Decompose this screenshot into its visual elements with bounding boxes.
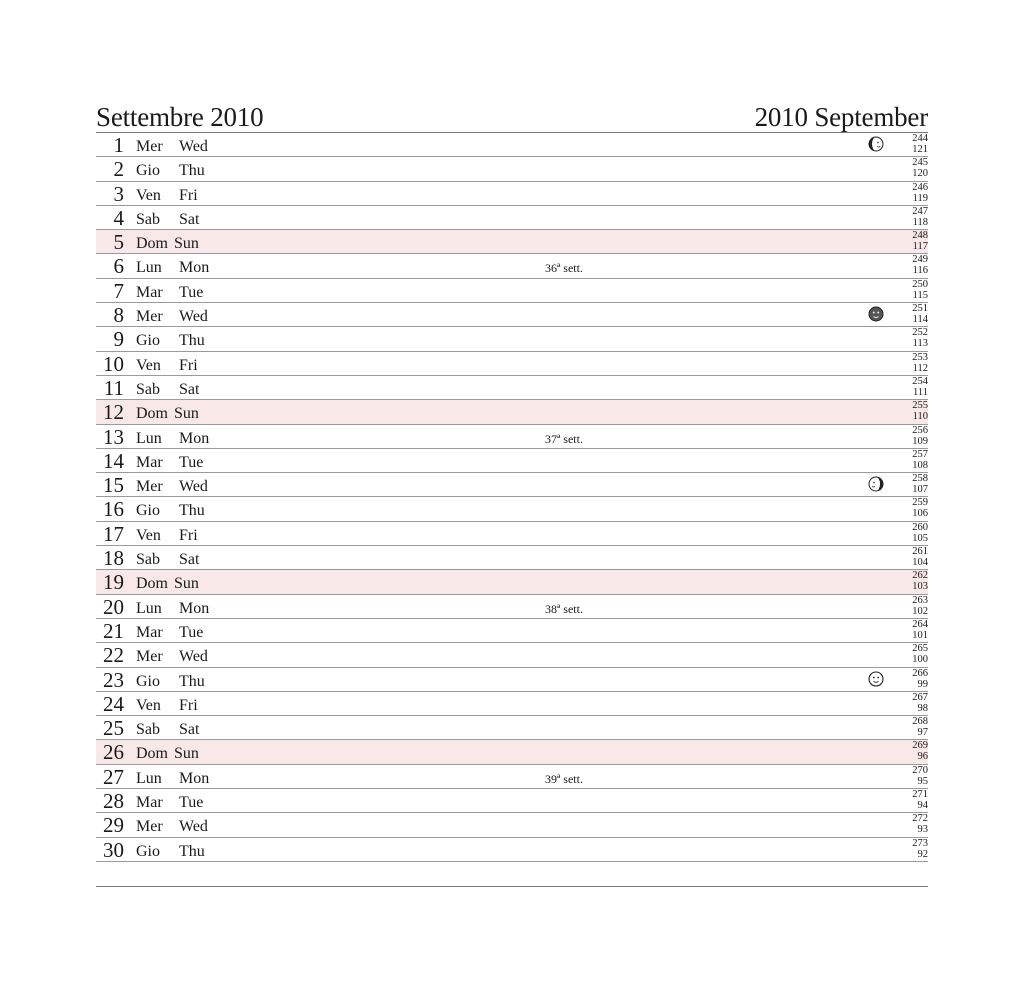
day-count [888, 157, 928, 179]
weekday-english: Thu [179, 672, 205, 690]
day-count [888, 497, 928, 519]
days-elapsed: 245 [912, 157, 928, 169]
day-row [96, 570, 928, 594]
weekday-english: Wed [179, 818, 208, 836]
day-row [96, 206, 928, 230]
day-row [96, 327, 928, 351]
day-count [888, 327, 928, 349]
page-header [96, 100, 928, 132]
day-number: 3 [113, 181, 124, 206]
days-remaining: 119 [912, 192, 928, 204]
day-row [96, 692, 928, 716]
days-elapsed: 248 [912, 230, 928, 242]
days-remaining: 120 [912, 168, 928, 180]
day-row [96, 765, 928, 789]
days-remaining: 111 [913, 386, 928, 398]
days-remaining: 95 [917, 775, 928, 787]
day-row [96, 473, 928, 497]
day-row [96, 522, 928, 546]
day-number: 4 [113, 205, 124, 230]
days-remaining: 94 [917, 800, 928, 812]
days-remaining: 115 [912, 289, 928, 301]
weekday-italian: Sab [136, 380, 160, 398]
day-number: 9 [113, 327, 124, 352]
days-elapsed: 267 [912, 691, 928, 703]
day-row [96, 352, 928, 376]
days-remaining: 102 [912, 605, 928, 617]
days-remaining: 104 [912, 557, 928, 569]
day-number: 2 [113, 157, 124, 182]
day-row [96, 668, 928, 692]
days-elapsed: 249 [912, 254, 928, 266]
weekday-english: Sun [174, 745, 199, 763]
week-number-label: 37ª sett. [545, 431, 583, 446]
day-count [888, 668, 928, 690]
days-remaining: 103 [912, 581, 928, 593]
day-number: 23 [103, 667, 124, 692]
day-count [888, 692, 928, 714]
week-number-label: 38ª sett. [545, 601, 583, 616]
day-count [888, 570, 928, 592]
days-remaining: 118 [912, 216, 928, 228]
days-elapsed: 273 [912, 837, 928, 849]
weekday-english: Thu [179, 332, 205, 350]
days-remaining: 92 [917, 848, 928, 860]
day-row [96, 497, 928, 521]
weekday-italian: Mer [136, 478, 163, 496]
day-row [96, 400, 928, 424]
weekday-italian: Dom [136, 745, 168, 763]
day-number: 30 [103, 837, 124, 862]
days-elapsed: 253 [912, 351, 928, 363]
weekday-italian: Ven [136, 696, 161, 714]
day-row [96, 303, 928, 327]
weekday-italian: Mar [136, 283, 163, 301]
day-count [888, 352, 928, 374]
day-number: 14 [103, 448, 124, 473]
bottom-divider [96, 886, 928, 887]
weekday-italian: Ven [136, 186, 161, 204]
days-elapsed: 256 [912, 424, 928, 436]
weekday-english: Mon [179, 429, 210, 447]
day-row [96, 425, 928, 449]
weekday-italian: Dom [136, 405, 168, 423]
full-moon-icon [868, 671, 884, 687]
day-count [888, 182, 928, 204]
day-count [888, 838, 928, 860]
day-count [888, 619, 928, 641]
weekday-english: Mon [179, 599, 210, 617]
day-number: 16 [103, 497, 124, 522]
days-elapsed: 244 [912, 133, 928, 144]
day-count [888, 473, 928, 495]
days-elapsed: 264 [912, 618, 928, 630]
day-count [888, 813, 928, 835]
days-remaining: 114 [912, 314, 928, 326]
days-elapsed: 250 [912, 278, 928, 290]
week-number-label: 39ª sett. [545, 771, 583, 786]
day-number: 10 [103, 351, 124, 376]
day-count [888, 303, 928, 325]
weekday-english: Fri [179, 356, 198, 374]
day-count [888, 546, 928, 568]
days-elapsed: 258 [912, 473, 928, 485]
days-elapsed: 259 [912, 497, 928, 509]
weekday-english: Fri [179, 186, 198, 204]
days-remaining: 99 [917, 678, 928, 690]
days-remaining: 98 [917, 702, 928, 714]
day-count [888, 716, 928, 738]
weekday-italian: Gio [136, 672, 160, 690]
weekday-english: Fri [179, 526, 198, 544]
month-title-english: 2010 September [754, 102, 928, 132]
day-number: 13 [103, 424, 124, 449]
days-elapsed: 254 [912, 375, 928, 387]
weekday-english: Wed [179, 478, 208, 496]
days-remaining: 100 [912, 654, 928, 666]
weekday-italian: Mer [136, 648, 163, 666]
weekday-english: Sun [174, 405, 199, 423]
days-elapsed: 265 [912, 643, 928, 655]
day-row [96, 133, 928, 157]
weekday-english: Sun [174, 575, 199, 593]
day-row [96, 643, 928, 667]
weekday-italian: Gio [136, 332, 160, 350]
day-row [96, 716, 928, 740]
days-elapsed: 268 [912, 716, 928, 728]
days-elapsed: 247 [912, 205, 928, 217]
day-number: 8 [113, 303, 124, 328]
day-number: 12 [103, 400, 124, 425]
days-elapsed: 246 [912, 181, 928, 193]
days-remaining: 93 [917, 824, 928, 836]
day-count [888, 400, 928, 422]
weekday-italian: Gio [136, 162, 160, 180]
day-number: 18 [103, 546, 124, 571]
day-number: 21 [103, 618, 124, 643]
weekday-english: Tue [179, 283, 204, 301]
weekday-english: Thu [179, 162, 205, 180]
weekday-english: Sat [179, 380, 200, 398]
weekday-italian: Mar [136, 453, 163, 471]
day-count [888, 740, 928, 762]
day-row [96, 182, 928, 206]
weekday-english: Wed [179, 138, 208, 155]
first-quarter-moon-icon [868, 476, 884, 492]
days-remaining: 96 [917, 751, 928, 763]
day-count [888, 376, 928, 398]
weekday-italian: Dom [136, 235, 168, 253]
new-moon-icon [868, 306, 884, 322]
days-elapsed: 257 [912, 448, 928, 460]
days-remaining: 117 [912, 241, 928, 253]
weekday-english: Sat [179, 551, 200, 569]
weekday-english: Mon [179, 769, 210, 787]
weekday-italian: Sab [136, 551, 160, 569]
day-row [96, 546, 928, 570]
days-remaining: 101 [912, 629, 928, 641]
calendar-page [96, 100, 928, 862]
weekday-italian: Sab [136, 721, 160, 739]
days-elapsed: 266 [912, 667, 928, 679]
weekday-italian: Mer [136, 138, 163, 155]
day-count [888, 522, 928, 544]
day-row [96, 376, 928, 400]
day-number: 28 [103, 789, 124, 814]
weekday-english: Tue [179, 623, 204, 641]
weekday-italian: Lun [136, 429, 162, 447]
weekday-english: Thu [179, 842, 205, 860]
weekday-italian: Mar [136, 794, 163, 812]
weekday-italian: Mer [136, 308, 163, 326]
weekday-italian: Lun [136, 599, 162, 617]
day-number: 26 [103, 740, 124, 765]
weekday-english: Sat [179, 721, 200, 739]
day-row [96, 740, 928, 764]
days-remaining: 105 [912, 532, 928, 544]
day-row [96, 157, 928, 181]
weekday-italian: Ven [136, 526, 161, 544]
weekday-italian: Lun [136, 259, 162, 277]
days-remaining: 106 [912, 508, 928, 520]
weekday-english: Mon [179, 259, 210, 277]
day-number: 29 [103, 813, 124, 838]
day-row [96, 838, 928, 862]
day-number: 6 [113, 254, 124, 279]
weekday-english: Sat [179, 210, 200, 228]
day-number: 11 [103, 375, 124, 400]
day-count [888, 595, 928, 617]
weekday-english: Wed [179, 648, 208, 666]
day-row [96, 789, 928, 813]
weekday-english: Fri [179, 696, 198, 714]
days-remaining: 97 [917, 727, 928, 739]
weekday-italian: Gio [136, 842, 160, 860]
day-number: 24 [103, 691, 124, 716]
days-remaining: 112 [912, 362, 928, 374]
day-number: 27 [103, 764, 124, 789]
day-number: 1 [113, 133, 124, 157]
day-row [96, 449, 928, 473]
day-count [888, 643, 928, 665]
days-elapsed: 270 [912, 764, 928, 776]
days-elapsed: 269 [912, 740, 928, 752]
day-count [888, 254, 928, 276]
days-elapsed: 261 [912, 546, 928, 558]
day-row [96, 254, 928, 278]
days-remaining: 116 [912, 265, 928, 277]
day-count [888, 279, 928, 301]
days-remaining: 107 [912, 484, 928, 496]
days-elapsed: 251 [912, 303, 928, 315]
day-row [96, 813, 928, 837]
weekday-italian: Mer [136, 818, 163, 836]
day-count [888, 133, 928, 155]
day-count [888, 449, 928, 471]
days-elapsed: 260 [912, 521, 928, 533]
day-row [96, 230, 928, 254]
weekday-english: Tue [179, 453, 204, 471]
weekday-italian: Dom [136, 575, 168, 593]
days-elapsed: 255 [912, 400, 928, 412]
day-number: 22 [103, 643, 124, 668]
days-elapsed: 272 [912, 813, 928, 825]
days-remaining: 113 [912, 338, 928, 350]
weekday-english: Thu [179, 502, 205, 520]
day-number: 20 [103, 594, 124, 619]
days-remaining: 108 [912, 459, 928, 471]
weekday-italian: Sab [136, 210, 160, 228]
day-number: 19 [103, 570, 124, 595]
days-remaining: 110 [912, 411, 928, 423]
weekday-english: Wed [179, 308, 208, 326]
last-quarter-moon-icon [868, 136, 884, 152]
weekday-english: Tue [179, 794, 204, 812]
weekday-english: Sun [174, 235, 199, 253]
day-list [96, 133, 928, 862]
weekday-italian: Ven [136, 356, 161, 374]
days-remaining: 121 [912, 144, 928, 155]
weekday-italian: Gio [136, 502, 160, 520]
days-remaining: 109 [912, 435, 928, 447]
days-elapsed: 263 [912, 594, 928, 606]
day-row [96, 595, 928, 619]
day-count [888, 206, 928, 228]
days-elapsed: 252 [912, 327, 928, 339]
day-row [96, 619, 928, 643]
week-number-label: 36ª sett. [545, 261, 583, 276]
days-elapsed: 271 [912, 789, 928, 801]
day-number: 7 [113, 278, 124, 303]
day-count [888, 425, 928, 447]
day-number: 17 [103, 521, 124, 546]
days-elapsed: 262 [912, 570, 928, 582]
day-number: 15 [103, 473, 124, 498]
day-row [96, 279, 928, 303]
day-count [888, 765, 928, 787]
day-count [888, 789, 928, 811]
month-title-italian: Settembre 2010 [96, 102, 264, 132]
weekday-italian: Mar [136, 623, 163, 641]
day-number: 25 [103, 716, 124, 741]
weekday-italian: Lun [136, 769, 162, 787]
day-number: 5 [113, 230, 124, 255]
day-count [888, 230, 928, 252]
